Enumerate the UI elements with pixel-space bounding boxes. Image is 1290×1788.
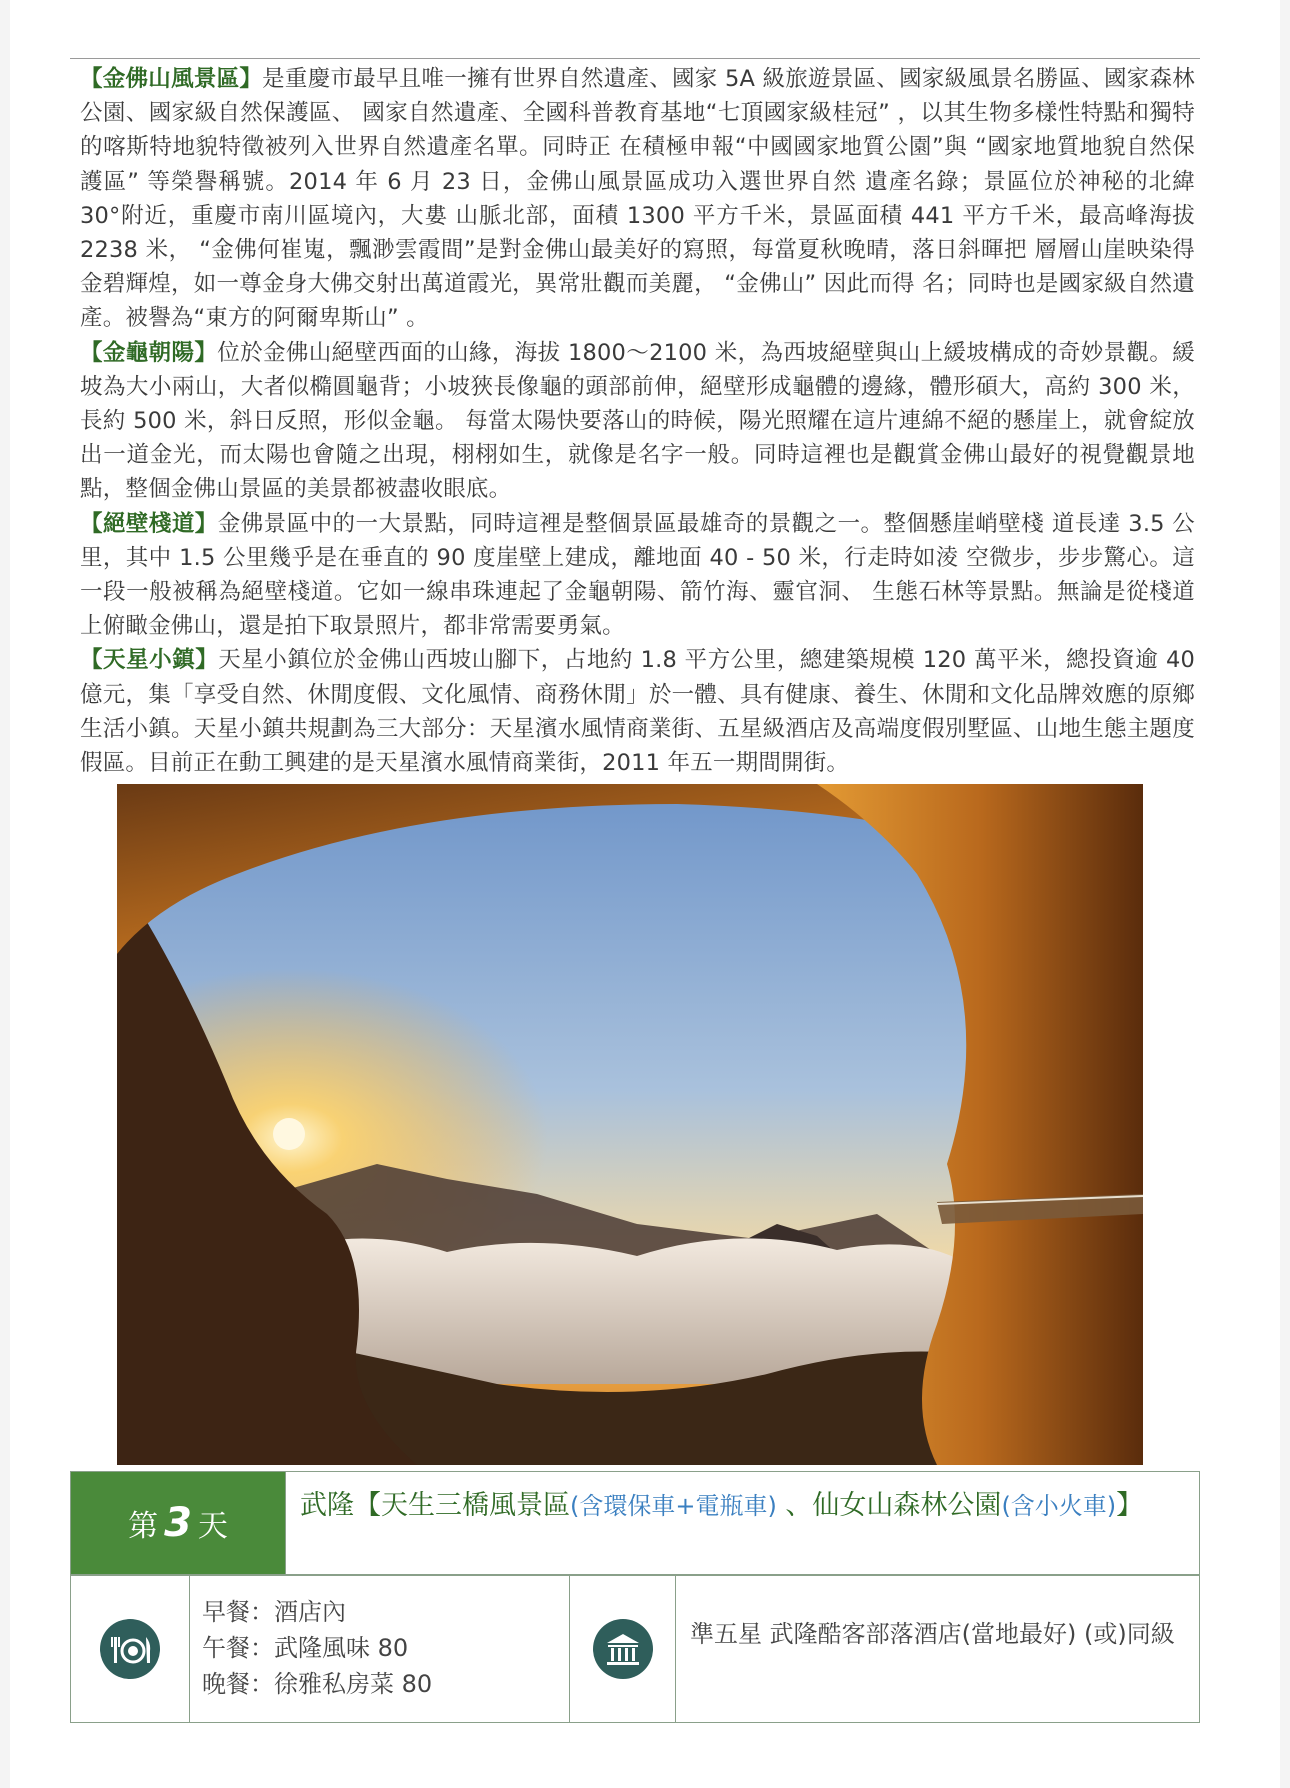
sunset-cliff-photo <box>117 784 1143 1465</box>
day-number: 3 <box>164 1500 192 1546</box>
day-title-end: 】 <box>1116 1490 1144 1521</box>
section-heading: 【金佛山風景區】 <box>80 66 263 92</box>
section-body: 位於金佛山絕壁西面的山緣，海拔 1800～2100 米，為西坡絕壁與山上緩坡構成的奇妙景觀。緩坡為大小兩山，大者似橢圓龜背；小坡狹長像龜的頭部前伸，絕壁形成龜體的邊緣，體形碩大，高約 300 米，長約 500 米，斜日反照，形似金龜。 每當太陽快要落山的時候，陽光照耀在這片連綿不絕的懸崖上，就會綻放出一道金光，而太陽也會隨之出現，栩栩如生，就像是名字一般。同時這裡也是觀賞金佛山最好的視覺觀景地點，整個金佛山景區的美景都被盡收眼底。 <box>80 339 1195 503</box>
meal-icon-cell <box>71 1576 189 1722</box>
breakfast-text: 早餐：酒店內 <box>202 1598 346 1626</box>
meals-cell <box>189 1576 569 1722</box>
day-title-part-a: 武隆【天生三橋風景區 <box>300 1490 570 1521</box>
section-body: 天星小鎮位於金佛山西坡山腳下，占地約 1.8 平方公里，總建築規模 120 萬平米，總投資逾 40 億元，集「享受自然、休閒度假、文化風情、商務休閒」於一體、具有健康、養生、休閒和文化品牌效應的原鄉生活小鎮。天星小鎮共規劃為三大部分：天星濱水風情商業街、五星級酒店及高端度假別墅區、山地生態主題度假區。目前正在動工興建的是天星濱水風情商業街，2011 年五一期間開街。 <box>80 647 1196 777</box>
attraction-descriptions <box>80 62 1195 780</box>
section-heading: 【天星小鎮】 <box>80 647 219 674</box>
hotel-text: 準五星 武隆酷客部落酒店(當地最好) (或)同級 <box>690 1620 1175 1648</box>
hotel-building-icon <box>593 1619 653 1679</box>
dinner-text: 晚餐：徐雅私房菜 80 <box>202 1670 433 1698</box>
day-3-itinerary <box>70 1471 1200 1723</box>
lunch-text: 午餐：武隆風味 80 <box>202 1634 409 1662</box>
section-body: 是重慶市最早且唯一擁有世界自然遺產、國家 5A 級旅遊景區、國家級風景名勝區、國家森林公園、國家級自然保護區、 國家自然遺產、全國科普教育基地“七頂國家級桂冠” ，以其生物多樣性特點和獨特的喀斯特地貌特徵被列入世界自然遺產名單。同時正 在積極申報“中國國家地質公園”與 “國家地質地貌自然保護區” 等榮譽稱號。2014 年 6 月 23 日，金佛山風景區成功入選世界自然 遺產名錄；景區位於神秘的北緯 30°附近，重慶市南川區境內，大婁 山脈北部，面積 1300 平方千米，景區面積 441 平方千米，最高峰海拔 2238 米， “金佛何崔嵬，飄渺雲霞間”是對金佛山最美好的寫照，每當夏秋晚晴，落日斜暉把 層層山崖映染得金碧輝煌，如一尊金身大佛交射出萬道霞光，異常壯觀而美麗， “金佛山” 因此而得 名；同時也是國家級自然遺產。被譽為“東方的阿爾卑斯山” 。 <box>80 66 1195 332</box>
hotel-cell <box>675 1576 1199 1722</box>
section-heading: 【絕壁棧道】 <box>80 510 218 537</box>
day-title-note-a: (含環保車+電瓶車) <box>570 1492 777 1520</box>
hotel-icon-cell <box>569 1576 675 1722</box>
day-title-part-b: 、仙女山森林公園 <box>776 1490 1002 1521</box>
section-jinfoshan <box>80 62 1195 336</box>
section-body: 金佛景區中的一大景點，同時這裡是整個景區最雄奇的景觀之一。整個懸崖峭壁棧 道長達 3.5 公里，其中 1.5 公里幾乎是在垂直的 90 度崖壁上建成，離地面 40 - 50 米，行走時如淩 空微步，步步驚心。這一段一般被稱為絕壁棧道。它如一線串珠連起了金龜朝陽、箭竹海、靈官洞、 生態石林等景點。無論是從棧道上俯瞰金佛山，還是拍下取景照片，都非常需要勇氣。 <box>80 510 1195 640</box>
section-cliff-walkway <box>80 507 1195 644</box>
section-tianxing-town <box>80 643 1195 780</box>
top-divider <box>70 58 1200 59</box>
day-suffix: 天 <box>197 1509 228 1544</box>
day-prefix: 第 <box>128 1509 159 1544</box>
section-heading: 【金龜朝陽】 <box>80 339 218 366</box>
cutlery-icon <box>100 1619 160 1679</box>
day-title-note-b: (含小火車) <box>1001 1492 1117 1520</box>
day-title <box>285 1472 1199 1574</box>
document-page <box>10 0 1280 1788</box>
day-badge <box>71 1472 285 1574</box>
section-golden-turtle <box>80 336 1195 507</box>
